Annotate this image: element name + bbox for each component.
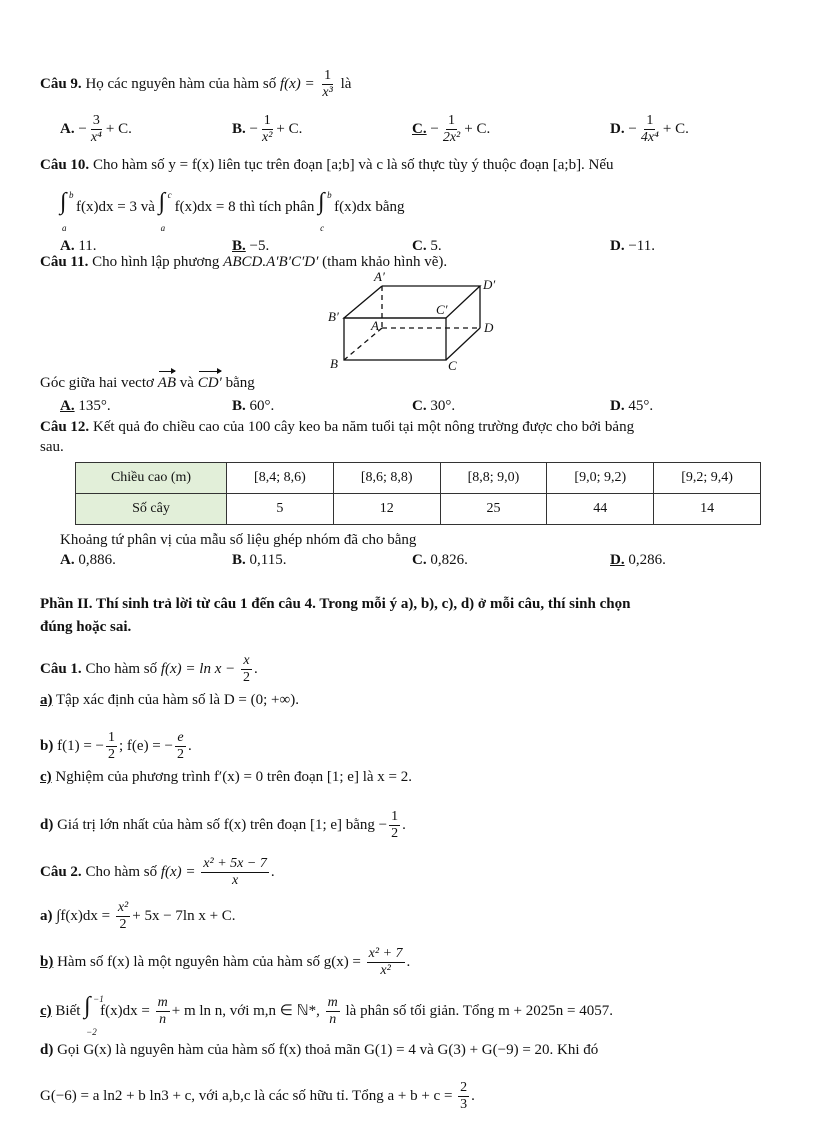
text: − [78,120,87,137]
q9-answer-d[interactable] [610,113,689,146]
text: Biết [51,1002,85,1019]
element [344,286,480,360]
text: x² [380,963,391,978]
label-c-prime: C′ [436,302,448,317]
text: f(x) = [279,75,319,92]
p1-item-d[interactable] [40,809,406,842]
text: b) [40,953,54,970]
text: 1 [324,68,332,83]
text: f(x)dx [334,199,372,215]
text: 0,886. [74,552,116,568]
element [106,730,117,763]
text: Họ các nguyên hàm của hàm số [81,75,280,92]
text: C. [412,398,427,414]
p1-item-a[interactable] [40,690,299,710]
text: c) [40,1002,52,1019]
table-row [76,494,761,525]
label-a-prime: A′ [374,269,385,284]
cube-figure [300,268,520,372]
label-c: C [448,358,457,372]
hidden-edges [344,286,480,360]
text: Cho hình lập phương [88,254,224,270]
text: + m ln n, với m,n ∈ ℕ*, [171,1002,324,1019]
text: f(x)dx = [100,1002,154,1019]
text: m [157,995,168,1010]
q12-answer-d[interactable] [610,550,666,570]
text: Nghiệm của phương trình f′(x) = 0 trên đoạn [1; e] là x = 2. [51,769,412,785]
text: + 5x − 7ln x + C. [132,907,236,924]
integral-sign [84,992,104,1037]
text: B. [232,238,246,254]
integral-sign [318,188,332,233]
element [446,328,480,360]
text: 0,115. [245,552,287,568]
text: Chiều cao (m) [76,463,227,494]
table-row [76,463,761,494]
p2-stem [40,856,275,889]
text: 2 [108,747,115,762]
q12-answer-a[interactable] [60,550,116,570]
text: 5. [426,238,442,254]
text: thì tích phân [235,199,319,215]
text: [8,4; 8,6) [227,463,334,494]
text: x² + 7 [368,946,403,961]
text: . [471,1087,475,1104]
text: 2x² [442,130,461,145]
element [156,995,170,1028]
text: Cho hàm số [81,863,161,880]
label-d: D [484,320,494,335]
q12-question: Khoảng tứ phân vị của mẫu số liệu ghép nhóm đã cho bằng [60,532,417,548]
text: n [159,1012,167,1027]
text: 2 [460,1080,468,1095]
text: a [62,222,67,233]
text: A. [60,120,75,137]
text: 1 [448,113,456,128]
text: f(x)dx = 8 [174,199,236,215]
text: f(x)dx = 3 [76,199,137,215]
label-a: A [371,318,379,333]
cube-front-face [344,318,446,360]
element: ∫ [84,992,91,1019]
text: 135°. [74,398,111,414]
text: . [406,953,411,970]
q9-answer-b[interactable] [232,113,302,146]
q12-answer-c[interactable] [412,550,468,570]
fraction [320,68,334,101]
text: Kết quả đo chiều cao của 100 cây keo ba năm tuổi tại một nông trường được cho bởi bảng [89,419,635,435]
text: f(x) = ln x − [160,660,239,677]
q11-answer-c[interactable] [412,396,455,416]
text: bằng [371,199,405,215]
text: f(x) = [160,863,200,880]
text: là phân số tối giản. Tổng m + 2025n = 4057. [341,1002,613,1019]
p1-item-c[interactable] [40,767,412,787]
text: Câu 9. [40,75,82,92]
text: −11. [624,238,655,254]
cube-top-face [344,286,480,318]
text: [9,0; 9,2) [547,463,654,494]
text: −1 [93,993,104,1004]
text: B. [232,398,246,414]
text: . [187,737,192,754]
text: . [402,816,406,833]
q10-answer-d[interactable] [610,236,655,256]
text: e [177,730,184,745]
text: 0,286. [624,552,666,568]
text: m [327,995,338,1010]
text: Hàm số f(x) là một nguyên hàm của hàm số g(x) = [53,953,365,970]
q12-stem-cont: sau. [40,439,64,455]
text: A. [60,238,75,254]
element [116,900,130,933]
text: b) [40,737,54,754]
text: A. [60,552,75,568]
text: D. [610,552,625,568]
text: và [136,199,159,215]
text: 45°. [624,398,654,414]
text: − [628,120,637,137]
element [389,809,400,842]
label-b: B [330,356,338,371]
text: x² [261,130,273,145]
text: Câu 11. [40,254,89,270]
text: −5. [245,238,270,254]
text: C. [412,120,427,137]
element [76,463,761,525]
q11-answer-b[interactable] [232,396,274,416]
text: 2 [243,670,250,685]
text: 3 [92,113,100,128]
text: a) [40,692,53,708]
text: −2 [86,1026,97,1037]
text: 2 [119,917,127,932]
p2-item-a[interactable] [40,900,236,933]
q12-answer-b[interactable] [232,550,286,570]
text: Gọi G(x) là nguyên hàm của hàm số f(x) thoả mãn G(1) = 4 và G(3) + G(−9) = 20. Khi đó [53,1042,599,1058]
integral-sign [60,188,74,233]
text: 1 [108,730,115,745]
text: a [160,222,166,233]
text: 2 [176,747,184,762]
q10-integrals [60,188,405,233]
integral-sign [158,188,173,233]
part2-heading: Phần II. Thí sinh trả lời từ câu 1 đến câu 4. Trong mỗi ý a), b), c), d) ở mỗi câu, thí sinh chọn [40,596,631,612]
q12-stem [40,417,634,437]
text: B. [232,552,246,568]
text: c [320,222,325,233]
text: 2 [391,826,399,841]
text: C. [412,552,427,568]
text: + C. [105,120,132,137]
text: [9,2; 9,4) [654,463,761,494]
p2-item-d[interactable] [40,1040,598,1060]
text: 1 [646,113,654,128]
text: 5 [227,494,334,525]
text: x [243,653,250,668]
text: c [167,189,172,200]
text: 25 [440,494,547,525]
text: Cho hàm số y = f(x) liên tục trên đoạn [a;b] và c là số thực tùy ý thuộc đoạn [a;b]. Nếu [89,157,614,173]
text: và [176,375,198,391]
p1-stem [40,653,258,686]
p2-item-d-cont [40,1080,475,1113]
text: 60°. [245,398,275,414]
q9-answer-c[interactable] [412,113,490,146]
text: D. [610,120,625,137]
label-b-prime: B′ [328,309,339,324]
element: ∫ [158,188,166,215]
text: AB [157,375,177,391]
element: ∫ [60,188,67,215]
text: . [270,863,275,880]
p2-item-b[interactable] [40,946,410,979]
element: ∫ [318,188,325,215]
p2-item-c[interactable] [40,992,613,1037]
text: a) [40,907,53,924]
text: x⁴ [90,130,102,145]
text: CD′ [197,375,222,391]
text: 0,826. [426,552,468,568]
text: Giá trị lớn nhất của hàm số f(x) trên đoạn [1; e] bằng − [53,816,388,833]
text: Góc giữa hai vectơ [40,375,158,391]
text: [8,6; 8,8) [333,463,440,494]
text: b [69,189,74,200]
text: Câu 1. [40,660,82,677]
element [241,653,252,686]
text: + C. [662,120,689,137]
element [89,113,104,146]
element [175,730,186,763]
text: Cho hàm số [81,660,161,677]
text: B. [232,120,246,137]
q9-stem [40,68,351,101]
text: Câu 2. [40,863,82,880]
text: d) [40,816,54,833]
label-d-prime: D′ [483,277,496,292]
text: d) [40,1042,54,1058]
text: 4x⁴ [640,130,659,145]
text: 14 [654,494,761,525]
text: 11. [74,238,97,254]
text: Câu 12. [40,419,90,435]
text: b [327,189,332,200]
text: D. [610,238,625,254]
text: ∫f(x)dx = [52,907,114,924]
text: D. [610,398,625,414]
q9-answer-a[interactable] [60,113,132,146]
q11-answer-d[interactable] [610,396,653,416]
q11-question [40,373,255,393]
text: ; f(e) = − [119,737,173,754]
text: 1 [391,809,399,824]
element [458,1080,469,1113]
text: 30°. [426,398,456,414]
element [367,946,405,979]
text: Câu 10. [40,157,90,173]
text: A. [60,398,75,414]
text: n [329,1012,337,1027]
text: x³ [322,85,333,100]
text: ABCD.A′B′C′D′ [223,254,319,270]
text: 44 [547,494,654,525]
text: f(1) = − [53,737,104,754]
element [201,856,269,889]
text: . [254,660,258,677]
part2-heading-cont: đúng hoặc sai. [40,619,132,635]
text: (tham khảo hình vẽ). [318,254,448,270]
element [260,113,274,146]
text: + C. [276,120,303,137]
q11-answer-a[interactable] [60,396,111,416]
text: G(−6) = a ln2 + b ln3 + c, với a,b,c là các số hữu tỉ. Tổng a + b + c = [40,1087,457,1104]
text: − [249,120,258,137]
text: c) [40,769,52,785]
text: C. [412,238,427,254]
q10-stem [40,155,614,175]
element [328,269,495,372]
text: [8,8; 9,0) [440,463,547,494]
text: 3 [460,1097,468,1112]
text: bằng [221,375,255,391]
element [441,113,462,146]
p1-item-b[interactable] [40,730,192,763]
text: − [430,120,439,137]
text: x [231,873,239,888]
text: 12 [333,494,440,525]
height-frequency-table [75,462,761,525]
text: x² + 5x − 7 [203,856,267,871]
text: + C. [464,120,491,137]
element [326,995,340,1028]
text: Số cây [76,494,227,525]
element [639,113,661,146]
text: 1 [263,113,271,128]
text: x² [117,900,129,915]
text: Tập xác định của hàm số là D = (0; +∞). [52,692,299,708]
text: là [336,75,352,92]
